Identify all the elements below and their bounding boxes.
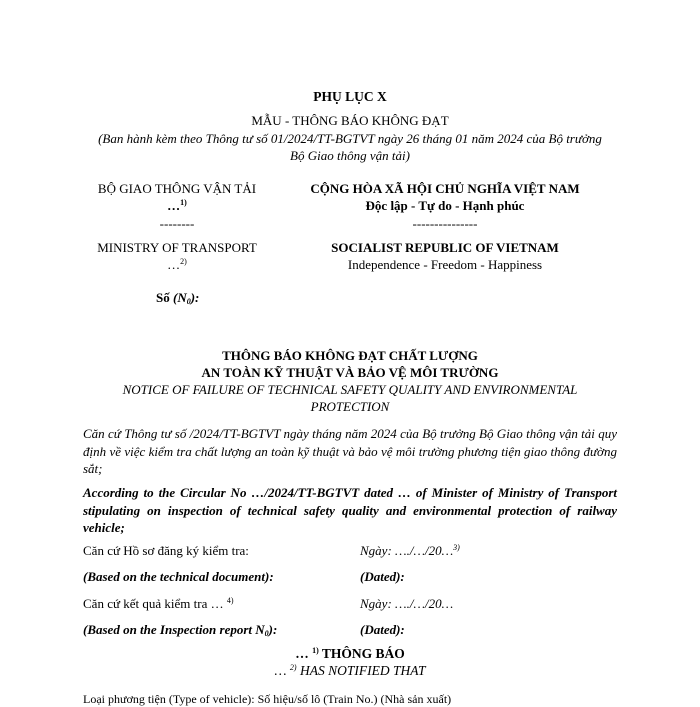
republic-en: SOCIALIST REPUBLIC OF VIETNAM [331, 240, 559, 255]
number-label: Số [156, 290, 170, 305]
motto-en: Independence - Freedom - Happiness [347, 257, 543, 272]
footnote-ref: 4) [226, 596, 234, 605]
notice-title-vn-1: THÔNG BÁO KHÔNG ĐẠT CHẤT LƯỢNG [222, 348, 478, 363]
appendix-title: PHỤ LỤC X [313, 89, 387, 104]
record-label: Căn cứ kết quả kiểm tra … $^{4)}$ [83, 596, 234, 611]
footnote-ref: 2) [180, 257, 187, 266]
right-divider: --------------- [412, 216, 478, 231]
record-date-en: (Dated): [360, 569, 405, 584]
record-label-en: (Based on the Inspection report $N_0$): [83, 622, 278, 638]
number-label-en: $(N_0)$: [172, 290, 200, 306]
record-date: Ngày: …./…/20… [360, 596, 454, 611]
form-title: MẪU - THÔNG BÁO KHÔNG ĐẠT [251, 113, 449, 128]
ministry-en: MINISTRY OF TRANSPORT [97, 240, 257, 255]
notice-title-en-2: PROTECTION [310, 399, 390, 414]
ministry-vn: BỘ GIAO THÔNG VẬN TẢI [97, 181, 257, 196]
issuance-line-1: (Ban hành kèm theo Thông tư số 01/2024/TT-BGTVT ngày 26 tháng 01 năm 2024 của Bộ trưởng [98, 131, 602, 146]
ministry-dots: … [167, 198, 181, 213]
document-number [156, 290, 199, 306]
footnote-ref: 1) [180, 198, 187, 207]
notice-title-en-1: NOTICE OF FAILURE OF TECHNICAL SAFETY QUALITY AND ENVIRONMENTAL [122, 382, 578, 397]
motto-vn: Độc lập - Tự do - Hạnh phúc [365, 198, 525, 213]
notice-title-vn-2: AN TOÀN KỸ THUẬT VÀ BẢO VỆ MÔI TRƯỜNG [201, 365, 499, 380]
basis-paragraph-vn: Căn cứ Thông tư số /2024/TT-BGTVT ngày tháng năm 2024 của Bộ trưởng Bộ Giao thông vận tải quy định về việc kiểm tra chất lượng an toàn kỹ thuật và bảo vệ môi trường phương tiện giao thông đường sắt; [83, 426, 617, 476]
ministry-en-dots: … [167, 257, 181, 272]
left-divider: -------- [159, 216, 195, 231]
record-date-en: (Dated): [360, 622, 405, 637]
footnote-ref: 3) [453, 543, 460, 552]
announce-en: … $^{2)}$ HAS NOTIFIED THAT [274, 663, 426, 678]
record-date: Ngày: …./…/20…$^{3)}$ [360, 543, 460, 558]
vehicle-type-line: Loại phương tiện (Type of vehicle): Số hiệu/số lô (Train No.) (Nhà sản xuất) [83, 692, 452, 706]
ministry-en-ref [92, 257, 262, 273]
record-label: Căn cứ Hồ sơ đăng ký kiểm tra: [83, 543, 249, 558]
record-label-en: (Based on the technical document): [83, 569, 274, 584]
announce-vn: … $^{1)}$ THÔNG BÁO [295, 646, 405, 661]
republic-vn: CỘNG HÒA XÃ HỘI CHỦ NGHĨA VIỆT NAM [310, 181, 580, 196]
issuance-line-2: Bộ Giao thông vận tải) [290, 148, 410, 163]
ministry-vn-ref [92, 198, 262, 214]
basis-paragraph-en: According to the Circular No …/2024/TT-BGTVT dated … of Minister of Ministry of Transport stipulating on inspection of technical safety quality and environmental protection of railway vehicle; [83, 485, 617, 535]
